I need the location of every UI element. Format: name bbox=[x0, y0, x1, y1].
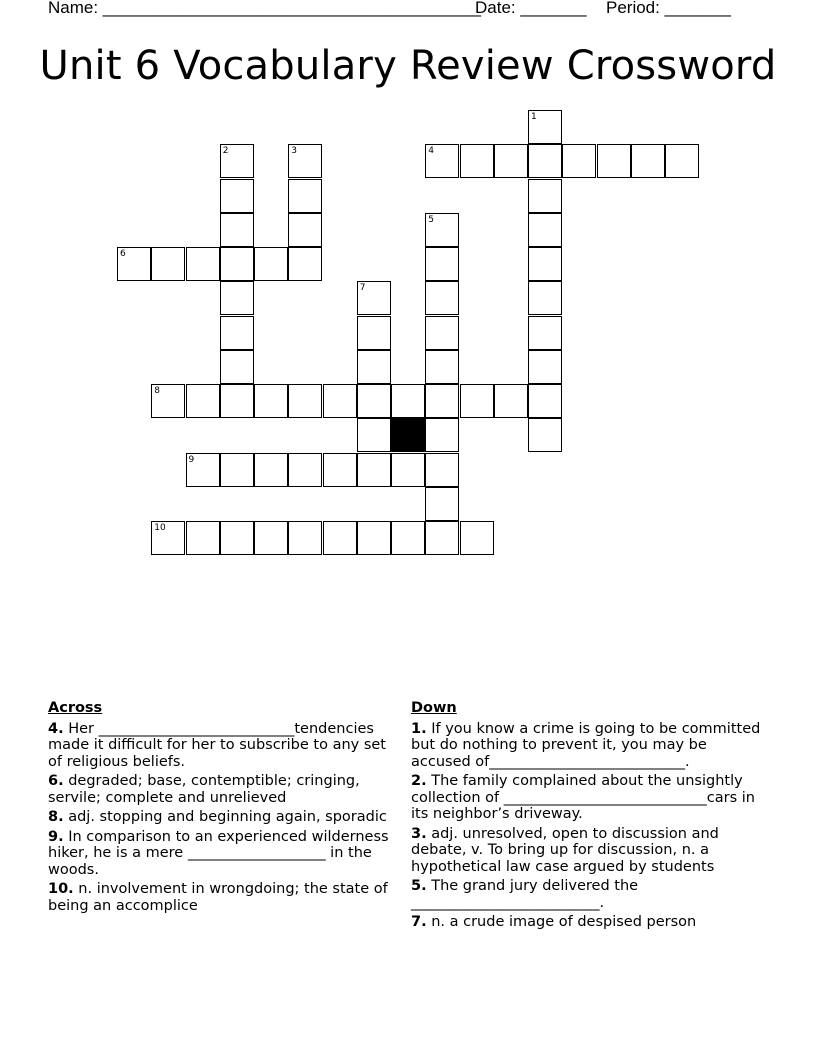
crossword-cell[interactable] bbox=[391, 521, 425, 555]
crossword-cell[interactable] bbox=[665, 144, 699, 178]
crossword-cell[interactable] bbox=[323, 384, 357, 418]
crossword-cell[interactable] bbox=[220, 281, 254, 315]
crossword-cell[interactable] bbox=[151, 247, 185, 281]
crossword-cell[interactable] bbox=[460, 384, 494, 418]
crossword-cell[interactable] bbox=[425, 487, 459, 521]
crossword-cell[interactable] bbox=[288, 453, 322, 487]
crossword-cell[interactable] bbox=[357, 418, 391, 452]
across-heading: Across bbox=[48, 700, 103, 716]
crossword-cell[interactable] bbox=[220, 179, 254, 213]
crossword-cell[interactable] bbox=[220, 213, 254, 247]
down-clues bbox=[411, 700, 767, 934]
name-field: Name: ________________________________________ bbox=[48, 0, 481, 17]
crossword-cell[interactable] bbox=[460, 144, 494, 178]
crossword-cell[interactable] bbox=[186, 453, 220, 487]
crossword-cell[interactable] bbox=[528, 384, 562, 418]
crossword-cell[interactable] bbox=[391, 453, 425, 487]
crossword-cell[interactable] bbox=[425, 316, 459, 350]
crossword-cell[interactable] bbox=[254, 384, 288, 418]
crossword-cell[interactable] bbox=[425, 213, 459, 247]
page-title: Unit 6 Vocabulary Review Crossword bbox=[39, 43, 777, 89]
crossword-cell[interactable] bbox=[357, 453, 391, 487]
across-clues bbox=[48, 700, 402, 917]
crossword-cell[interactable] bbox=[288, 384, 322, 418]
crossword-cell[interactable] bbox=[425, 418, 459, 452]
crossword-cell[interactable] bbox=[288, 247, 322, 281]
crossword-black-cell bbox=[391, 418, 425, 452]
crossword-cell[interactable] bbox=[460, 521, 494, 555]
across-clue: 4. Her ___________________________tendencies made it difficult for her to subscribe to any set of religious beliefs. bbox=[48, 720, 386, 770]
crossword-cell[interactable] bbox=[597, 144, 631, 178]
clue-number: 2 bbox=[222, 146, 229, 157]
clue-number: 5 bbox=[428, 214, 434, 225]
crossword-cell[interactable] bbox=[323, 453, 357, 487]
crossword-cell[interactable] bbox=[631, 144, 665, 178]
crossword-cell[interactable] bbox=[494, 384, 528, 418]
crossword-cell[interactable] bbox=[254, 521, 288, 555]
crossword-cell[interactable] bbox=[425, 521, 459, 555]
crossword-cell[interactable] bbox=[288, 144, 322, 178]
crossword-cell[interactable] bbox=[425, 384, 459, 418]
crossword-cell[interactable] bbox=[186, 247, 220, 281]
crossword-cell[interactable] bbox=[117, 247, 151, 281]
clue-number: 7 bbox=[359, 283, 366, 294]
crossword-cell[interactable] bbox=[220, 521, 254, 555]
crossword-cell[interactable] bbox=[357, 281, 391, 315]
crossword-cell[interactable] bbox=[288, 179, 322, 213]
crossword-cell[interactable] bbox=[562, 144, 596, 178]
crossword-cell[interactable] bbox=[254, 247, 288, 281]
crossword-cell[interactable] bbox=[494, 144, 528, 178]
crossword-cell[interactable] bbox=[528, 281, 562, 315]
crossword-cell[interactable] bbox=[528, 350, 562, 384]
crossword-cell[interactable] bbox=[391, 384, 425, 418]
crossword-cell[interactable] bbox=[528, 144, 562, 178]
crossword-cell[interactable] bbox=[186, 384, 220, 418]
crossword-cell[interactable] bbox=[357, 521, 391, 555]
crossword-cell[interactable] bbox=[528, 247, 562, 281]
down-heading: Down bbox=[411, 700, 457, 716]
crossword-cell[interactable] bbox=[357, 316, 391, 350]
crossword-cell[interactable] bbox=[151, 521, 185, 555]
down-clue: 7. n. a crude image of despised person bbox=[411, 914, 697, 930]
period-field: Period: _______ bbox=[606, 0, 731, 17]
crossword-cell[interactable] bbox=[528, 110, 562, 144]
clue-number: 3 bbox=[291, 146, 297, 157]
clue-number: 1 bbox=[531, 112, 537, 122]
down-clue: 2. The family complained about the unsightly collection of ____________________________cars in its neighbor’s driveway. bbox=[411, 773, 755, 822]
crossword-cell[interactable] bbox=[357, 350, 391, 384]
date-field: Date: _______ bbox=[475, 0, 587, 17]
crossword-cell[interactable] bbox=[425, 350, 459, 384]
clue-number: 6 bbox=[120, 249, 126, 259]
crossword-cell[interactable] bbox=[220, 350, 254, 384]
crossword-cell[interactable] bbox=[425, 144, 459, 178]
crossword-cell[interactable] bbox=[357, 384, 391, 418]
across-clue: 6. degraded; base, contemptible; cringing, servile; complete and unrelieved bbox=[48, 773, 360, 806]
down-clue: 3. adj. unresolved, open to discussion and debate, v. To bring up for discussion, n. a hypothetical law case argued by students bbox=[411, 825, 719, 875]
crossword-cell[interactable] bbox=[323, 521, 357, 555]
crossword-cell[interactable] bbox=[254, 453, 288, 487]
clue-number: 4 bbox=[428, 146, 434, 157]
down-clue: 5. The grand jury delivered the __________________________. bbox=[411, 878, 639, 911]
crossword-cell[interactable] bbox=[528, 213, 562, 247]
crossword-cell[interactable] bbox=[220, 316, 254, 350]
crossword-cell[interactable] bbox=[528, 316, 562, 350]
crossword-cell[interactable] bbox=[151, 384, 185, 418]
clue-number: 9 bbox=[188, 454, 195, 465]
down-clue: 1. If you know a crime is going to be committed but do nothing to prevent it, you may be accused of___________________________. bbox=[411, 720, 761, 770]
crossword-cell[interactable] bbox=[528, 179, 562, 213]
crossword-cell[interactable] bbox=[288, 213, 322, 247]
across-clue: 9. In comparison to an experienced wilderness hiker, he is a mere ___________________ in the woods. bbox=[48, 828, 389, 878]
clue-number: 10 bbox=[154, 523, 166, 533]
crossword-cell[interactable] bbox=[220, 453, 254, 487]
across-clue: 8. adj. stopping and beginning again, sporadic bbox=[48, 809, 387, 825]
crossword-cell[interactable] bbox=[220, 144, 254, 178]
crossword-cell[interactable] bbox=[220, 247, 254, 281]
across-clue: 10. n. involvement in wrongdoing; the state of being an accomplice bbox=[48, 881, 388, 914]
crossword-cell[interactable] bbox=[186, 521, 220, 555]
crossword-cell[interactable] bbox=[528, 418, 562, 452]
crossword-cell[interactable] bbox=[425, 281, 459, 315]
crossword-cell[interactable] bbox=[425, 453, 459, 487]
crossword-cell[interactable] bbox=[288, 521, 322, 555]
crossword-cell[interactable] bbox=[425, 247, 459, 281]
crossword-cell[interactable] bbox=[220, 384, 254, 418]
clue-number: 8 bbox=[154, 386, 160, 396]
